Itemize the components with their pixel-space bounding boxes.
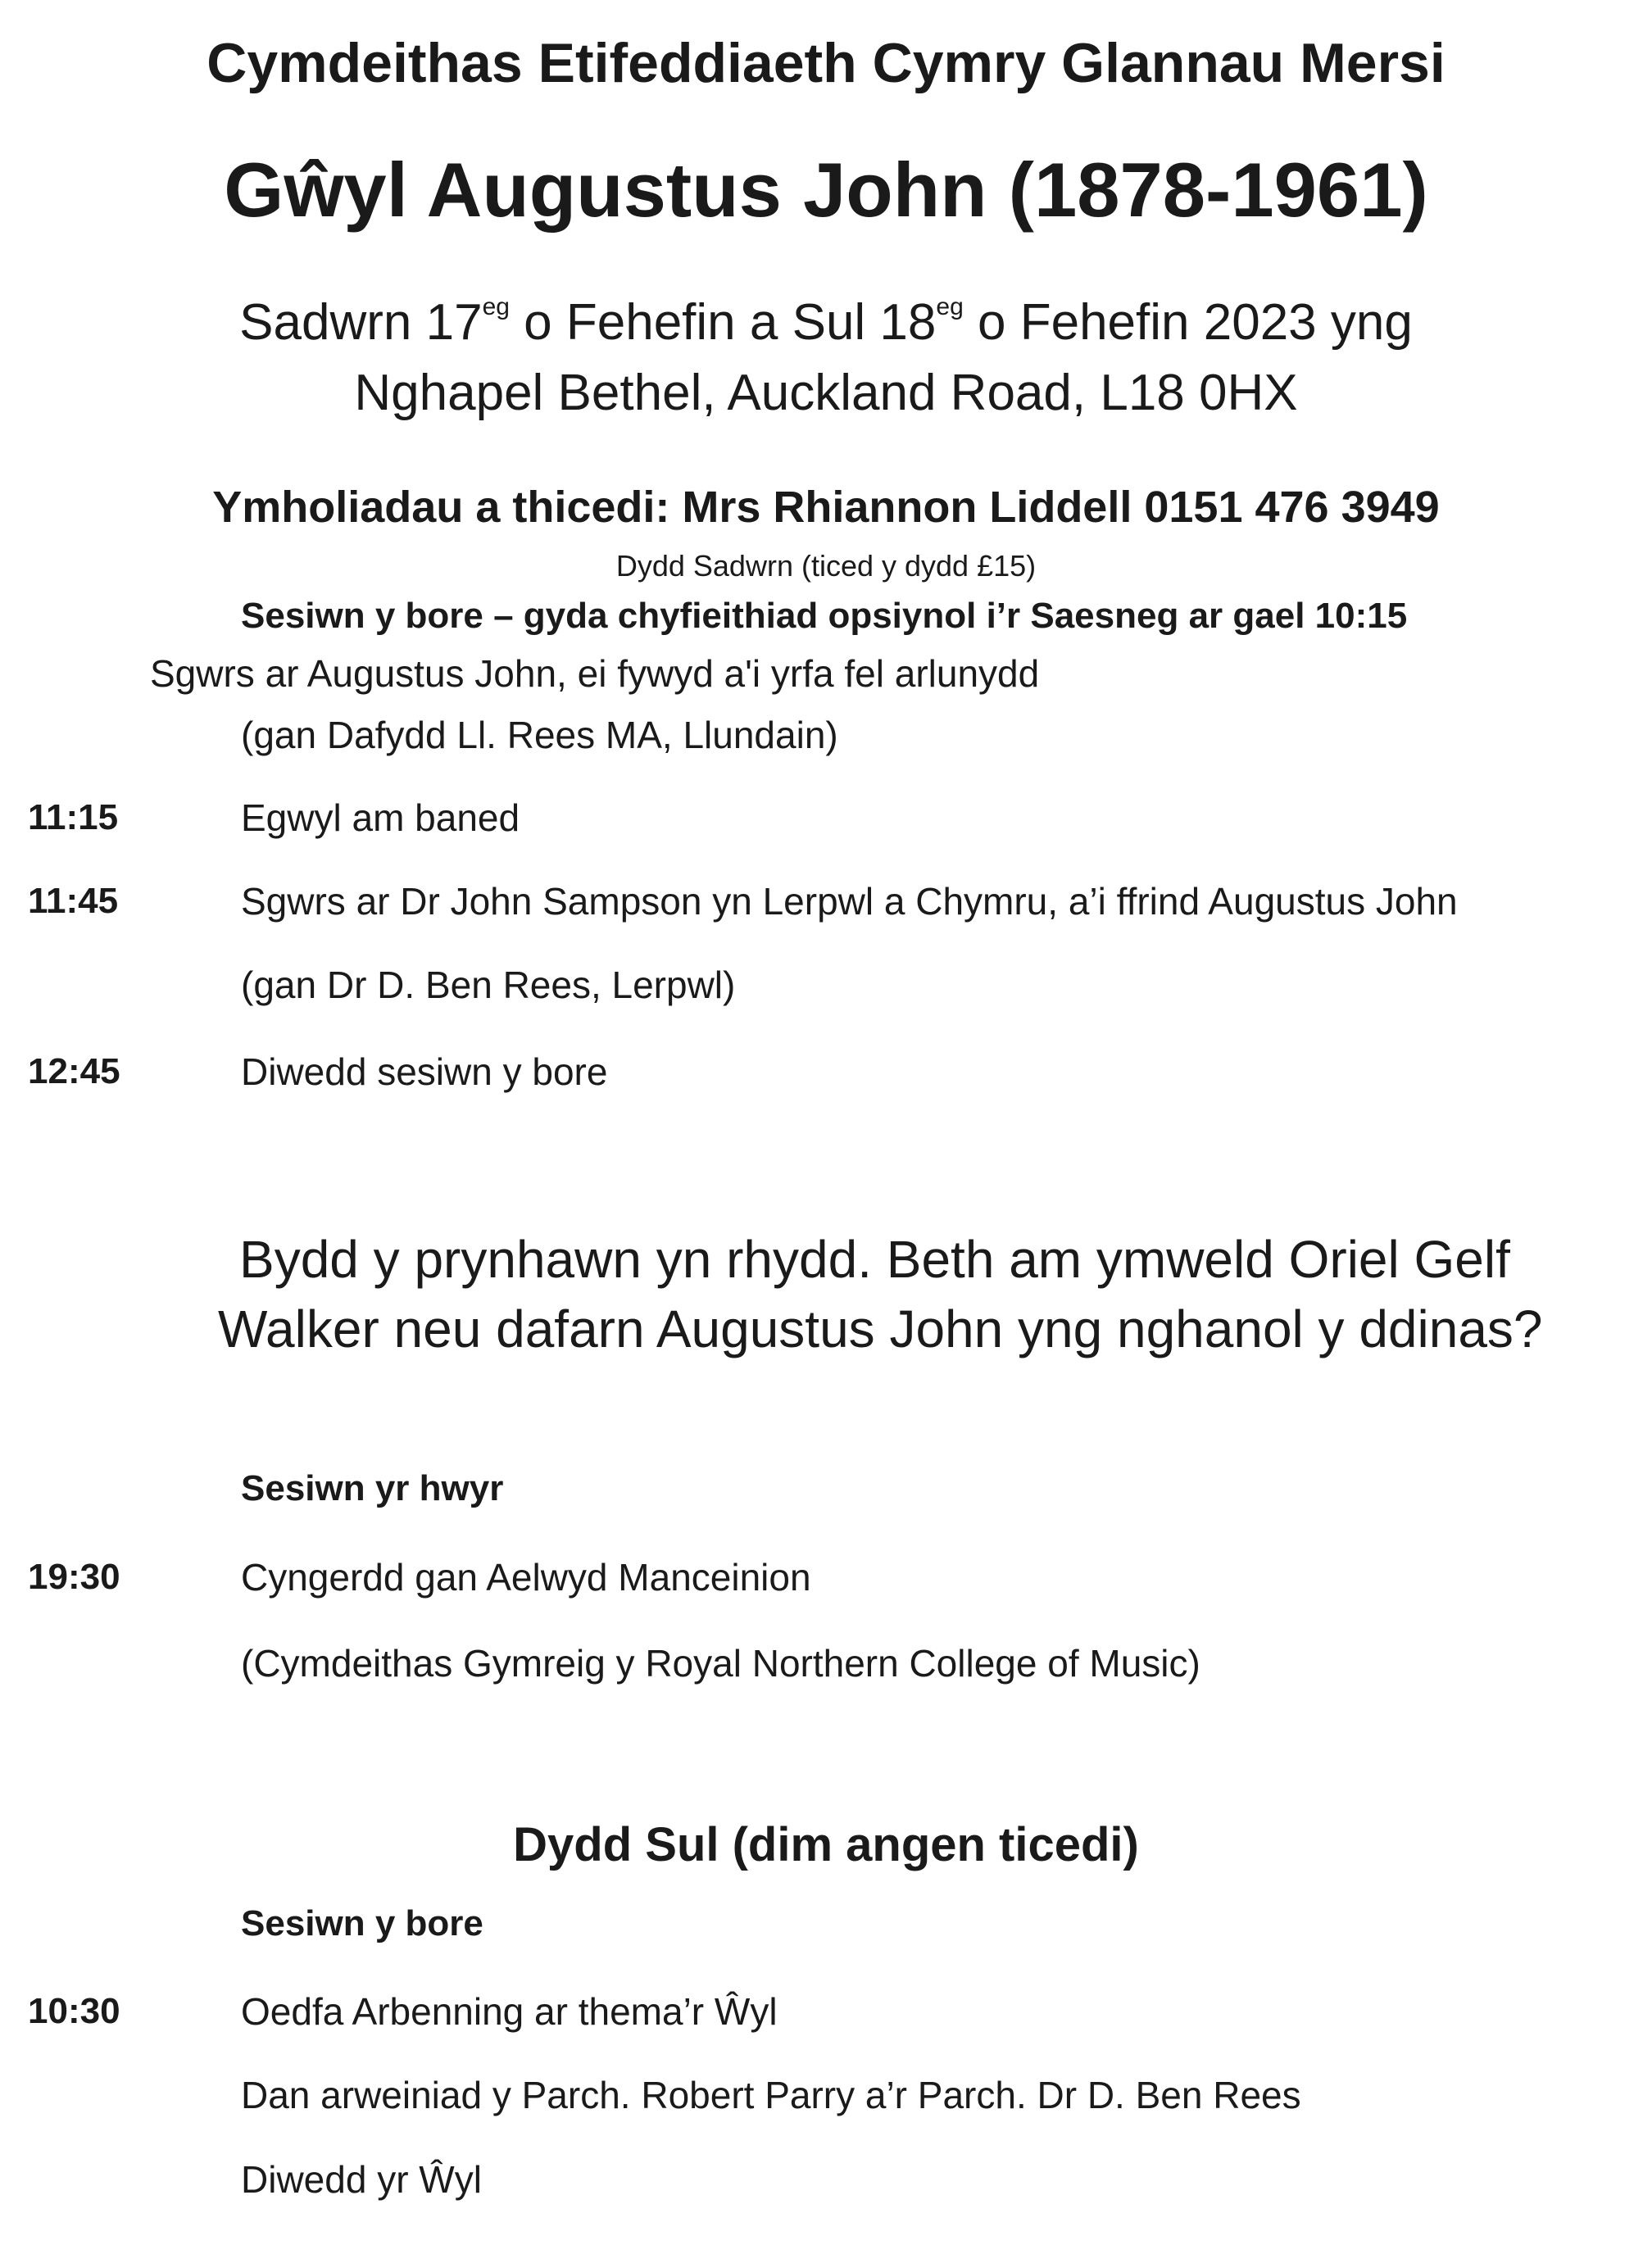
afternoon-note: Bydd y prynhawn yn rhydd. Beth am ymweld Oriel Gelf — [239, 1230, 1510, 1289]
sunday-heading: Dydd Sul (dim angen ticedi) — [513, 1818, 1139, 1871]
ordinal-suffix: eg — [936, 293, 964, 320]
talk-title: Sgwrs ar Augustus John, ei fywyd a'i yrfa fel arlunydd — [150, 652, 1040, 695]
schedule-item: Diwedd yr Ŵyl — [241, 2158, 482, 2201]
schedule-item: Oedfa Arbenning ar thema’r Ŵyl — [241, 1990, 778, 2033]
schedule-time: 11:15 — [28, 797, 119, 837]
schedule-item: Dan arweiniad y Parch. Robert Parry a’r Parch. Dr D. Ben Rees — [241, 2074, 1301, 2116]
evening-heading: Sesiwn yr hwyr — [241, 1468, 504, 1508]
schedule-item: Diwedd sesiwn y bore — [241, 1050, 608, 1093]
date-text-part: o Fehefin 2023 yng — [963, 294, 1413, 351]
afternoon-note: Walker neu dafarn Augustus John yng nghanol y ddinas? — [218, 1299, 1543, 1358]
date-text-part: Sadwrn 17 — [239, 294, 483, 351]
schedule-item: Egwyl am baned — [241, 796, 520, 839]
society-title: Cymdeithas Etifeddiaeth Cymry Glannau Mersi — [206, 32, 1446, 94]
schedule-time: 19:30 — [28, 1557, 120, 1597]
schedule-time: 12:45 — [28, 1051, 120, 1091]
saturday-ticket-note: Dydd Sadwrn (ticed y dydd £15) — [615, 549, 1037, 583]
schedule-item: (Cymdeithas Gymreig y Royal Northern College of Music) — [241, 1642, 1200, 1685]
ordinal-suffix: eg — [482, 293, 510, 320]
schedule-time: 10:30 — [28, 1991, 120, 2031]
talk-speaker: (gan Dafydd Ll. Rees MA, Llundain) — [241, 714, 838, 756]
festival-title: Gŵyl Augustus John (1878-1961) — [224, 147, 1428, 233]
venue-line: Nghapel Bethel, Auckland Road, L18 0HX — [354, 365, 1298, 421]
enquiries-line: Ymholiadau a thicedi: Mrs Rhiannon Liddell 0151 476 3949 — [212, 483, 1440, 532]
schedule-item: (gan Dr D. Ben Rees, Lerpwl) — [241, 964, 736, 1006]
date-line — [0, 293, 1652, 351]
schedule-item: Cyngerdd gan Aelwyd Manceinion — [241, 1556, 811, 1599]
date-text-part: o Fehefin a Sul 18 — [509, 294, 937, 351]
saturday-morning-heading: Sesiwn y bore – gyda chyfieithiad opsiynol i’r Saesneg ar gael 10:15 — [241, 596, 1408, 636]
schedule-item: Sgwrs ar Dr John Sampson yn Lerpwl a Chymru, a’i ffrind Augustus John — [241, 880, 1458, 923]
schedule-time: 11:45 — [28, 881, 119, 921]
sunday-morning-heading: Sesiwn y bore — [241, 1903, 483, 1943]
